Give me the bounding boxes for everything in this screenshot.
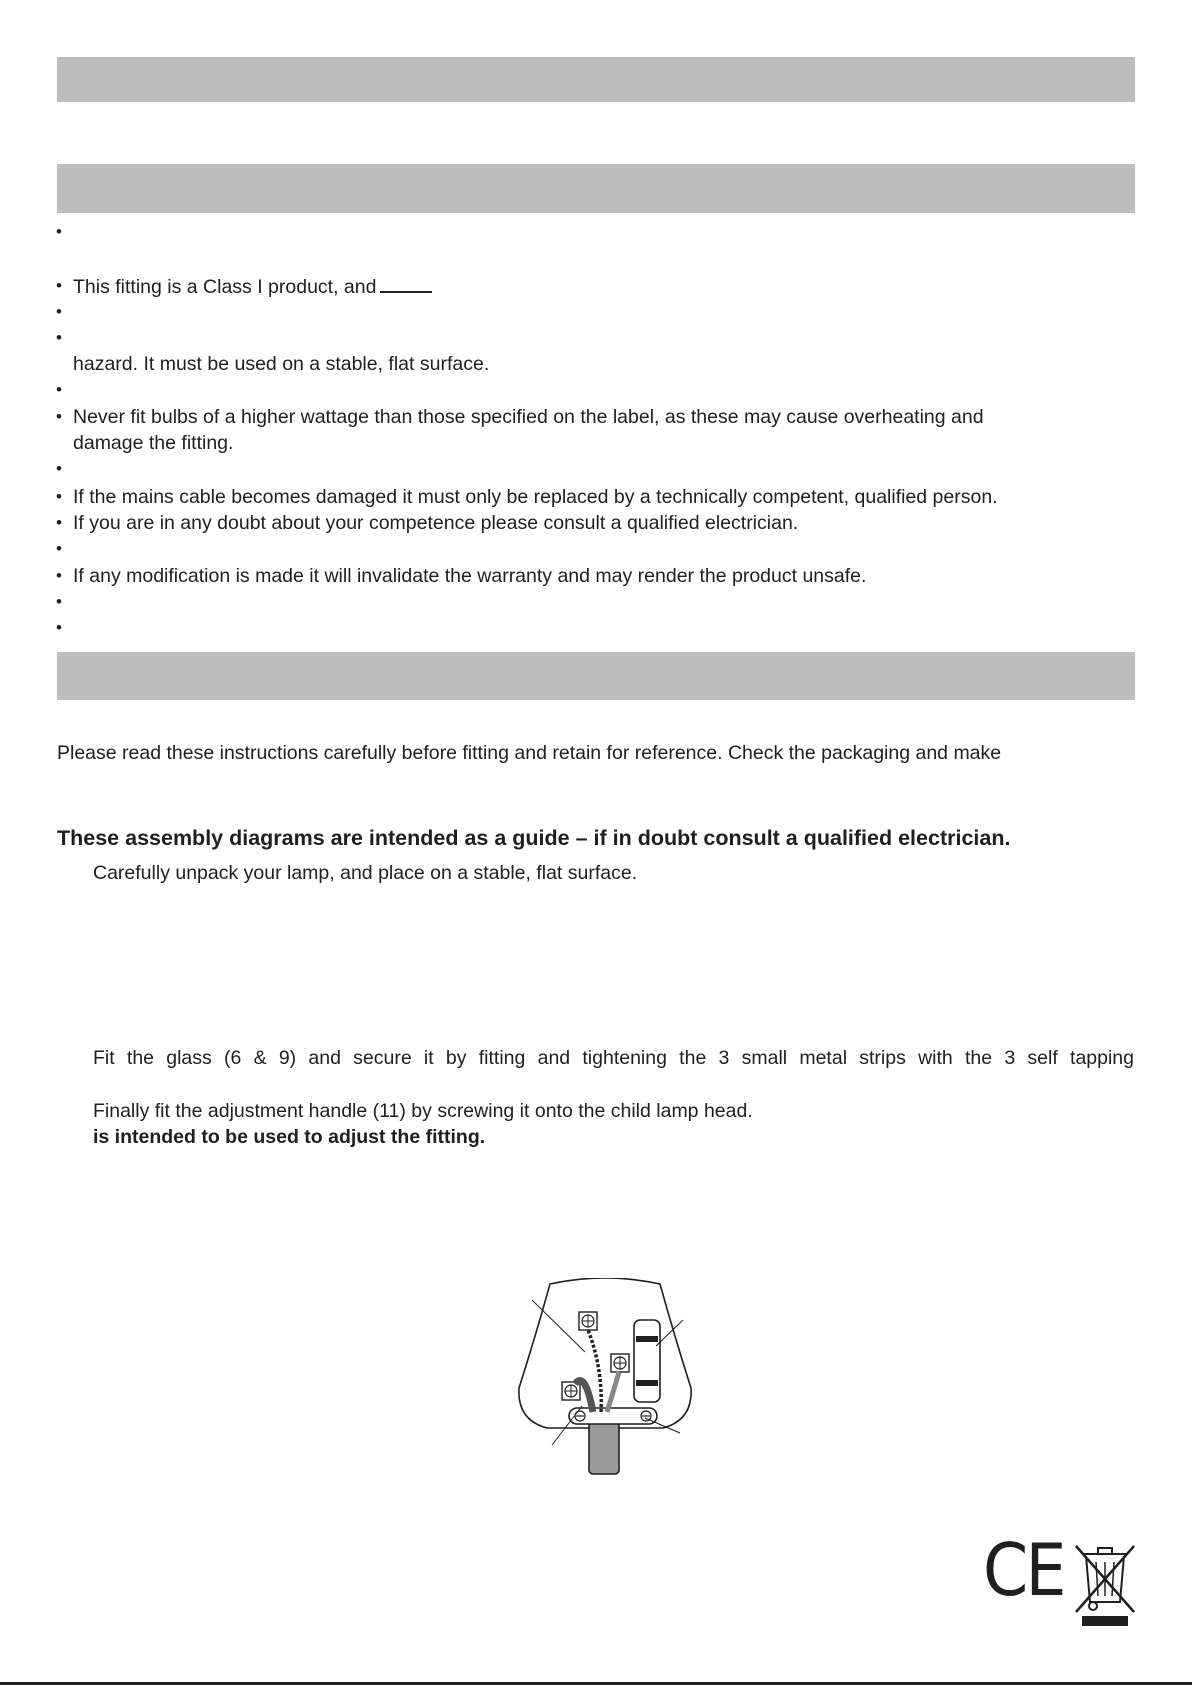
section-bar-instructions xyxy=(57,652,1135,700)
section-bar-safety xyxy=(57,164,1135,213)
terminal-earth xyxy=(579,1312,597,1330)
blank-underline xyxy=(380,273,432,293)
plug-wiring-diagram xyxy=(515,1278,695,1475)
safety-item-mains-cable: If the mains cable becomes damaged it must only be replaced by a technically competent, qualified person. xyxy=(73,486,998,508)
instructions-intro: Please read these instructions carefully before fitting and retain for reference. Check the packaging and make xyxy=(57,742,1002,764)
terminal-live xyxy=(611,1354,629,1372)
bullet-4: • xyxy=(56,328,62,347)
step-unpack: Carefully unpack your lamp, and place on a stable, flat surface. xyxy=(93,862,638,884)
weee-bin-icon xyxy=(1074,1542,1136,1626)
step-handle-bold: is intended to be used to adjust the fitting. xyxy=(93,1126,486,1148)
safety-item-stable-surface: hazard. It must be used on a stable, flat surface. xyxy=(73,353,490,375)
bullet-5: • xyxy=(56,380,62,399)
bullet-8: • xyxy=(56,487,62,506)
safety-item-class-i-text: This fitting is a Class I product, and xyxy=(73,276,377,298)
safety-item-wattage-line2: damage the fitting. xyxy=(73,432,234,454)
bullet-2: • xyxy=(56,276,62,295)
plug-fuse xyxy=(634,1320,660,1402)
bullet-11: • xyxy=(56,566,62,585)
safety-item-competence: If you are in any doubt about your competence please consult a qualified electrician. xyxy=(73,512,799,534)
safety-item-wattage-line1: Never fit bulbs of a higher wattage than those specified on the label, as these may cause overheating and xyxy=(73,406,984,428)
guide-heading: These assembly diagrams are intended as a guide – if in doubt consult a qualified electrician. xyxy=(57,826,1011,850)
bullet-1: • xyxy=(56,222,62,241)
bullet-10: • xyxy=(56,539,62,558)
safety-item-modification: If any modification is made it will invalidate the warranty and may render the product unsafe. xyxy=(73,565,867,587)
section-bar-1 xyxy=(57,57,1135,102)
step-glass: Fit the glass (6 & 9) and secure it by fitting and tightening the 3 small metal strips with the 3 self tapping xyxy=(93,1047,1134,1069)
bullet-13: • xyxy=(56,618,62,637)
step-handle: Finally fit the adjustment handle (11) by screwing it onto the child lamp head. xyxy=(93,1100,753,1122)
bullet-9: • xyxy=(56,513,62,532)
bullet-12: • xyxy=(56,592,62,611)
plug-body-outline xyxy=(519,1278,691,1428)
ce-mark: CE xyxy=(983,1528,1064,1612)
safety-item-class-i xyxy=(73,273,432,300)
bullet-3: • xyxy=(56,302,62,321)
bullet-7: • xyxy=(56,459,62,478)
bullet-6: • xyxy=(56,407,62,426)
